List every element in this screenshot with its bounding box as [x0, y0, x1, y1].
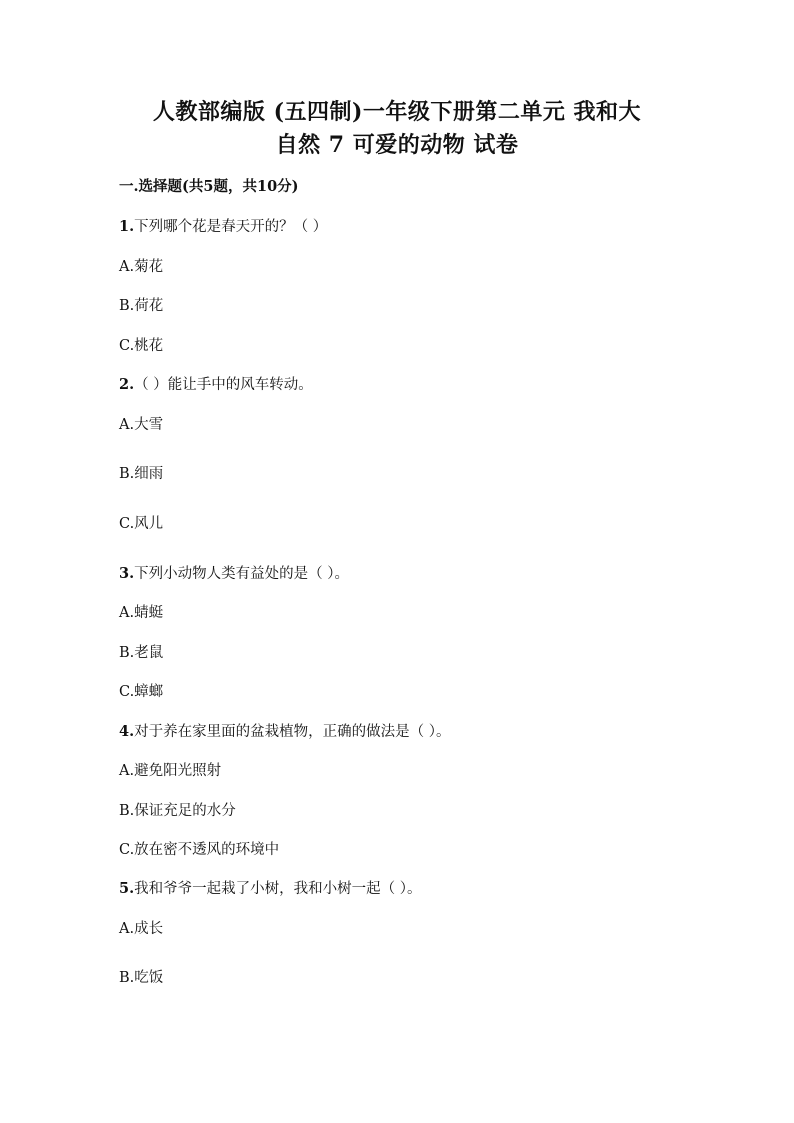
question-2: [119, 375, 313, 395]
question-3-option-b: B.老鼠: [119, 645, 164, 661]
question-1-number: 1.: [119, 218, 135, 235]
question-4-number: 4.: [119, 723, 135, 740]
question-4-text: 对于养在家里面的盆栽植物，正确的做法是（ ）。: [134, 724, 451, 740]
question-3-text: 下列小动物人类有益处的是（ ）。: [134, 566, 349, 582]
question-1-option-a: A.菊花: [119, 259, 164, 275]
question-2-text: （ ）能让手中的风车转动。: [134, 377, 313, 393]
question-3-option-a: A.蜻蜓: [119, 605, 164, 621]
question-4-option-a: A.避免阳光照射: [119, 763, 222, 779]
question-3: [119, 564, 349, 584]
question-4-option-b: B.保证充足的水分: [119, 803, 236, 819]
question-2-option-b: B.细雨: [119, 466, 164, 482]
question-3-number: 3.: [119, 565, 135, 582]
question-5: [119, 879, 422, 899]
question-1-option-c: C.桃花: [119, 338, 164, 354]
question-5-text: 我和爷爷一起栽了小树，我和小树一起（ ）。: [134, 881, 422, 897]
question-1: [119, 217, 327, 237]
question-5-option-a: A.成长: [119, 921, 164, 937]
section-heading: 一.选择题(共5题，共10分): [119, 178, 299, 195]
question-1-option-b: B.荷花: [119, 298, 164, 314]
question-5-option-b: B.吃饭: [119, 970, 164, 986]
question-3-option-c: C.蟑螂: [119, 684, 164, 700]
question-1-text: 下列哪个花是春天开的？（ ）: [134, 219, 328, 235]
question-2-option-c: C.风儿: [119, 516, 164, 532]
document-title-line-2: 自然 7 可爱的动物 试卷: [275, 132, 519, 158]
document-title-line-1: 人教部编版 (五四制)一年级下册第二单元 我和大: [152, 99, 642, 125]
question-4: [119, 722, 451, 742]
question-2-option-a: A.大雪: [119, 417, 164, 433]
question-2-number: 2.: [119, 376, 135, 393]
question-5-number: 5.: [119, 880, 135, 897]
question-4-option-c: C.放在密不透风的环境中: [119, 842, 280, 858]
